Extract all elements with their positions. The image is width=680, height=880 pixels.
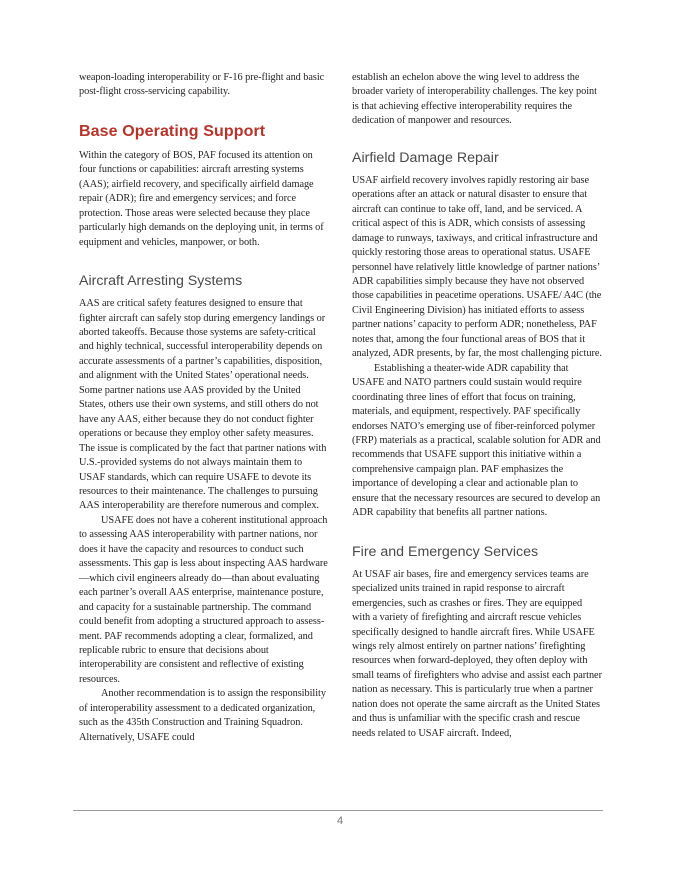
aircraft-arresting-systems-heading: Aircraft Arresting Systems — [79, 273, 243, 290]
page-number: 4 — [336, 815, 344, 827]
footer-divider — [73, 810, 603, 811]
aas-paragraph-2: USAFE does not have a coherent institutional approach to assessing AAS interoperability with partner nations, nor does it have the capacity and resources to conduct such assessments. This gap is less about inspecting AAS hardware—which civil engineers already do—than about evaluating each partner’s overall AAS enterprise, maintenance posture, and capacity for a sustainable partnership. The command could benefit from adopting a structured approach to assessment. PAF recommends adopting a clear, formalized, and replicable rubric to ensure that decisions about interoperability are consistent and reflective of existing resources. — [79, 514, 328, 685]
right-intro-paragraph: establish an echelon above the wing level to address the broader variety of interoperability challenges. The key point is that achieving effective interoperability requires the dedication of manpower and resources. — [352, 72, 597, 127]
adr-paragraph-2: Establishing a theater-wide ADR capability that USAFE and NATO partners could sustain would require coordinating three lines of effort that focus on training, materials, and equipment, respectively. PAF specifically endorses NATO’s emerging use of fiber-reinforced polymer (FRP) materials as a practical, scalable solution for ADR and recommends that USAFE support this initiative within a comprehensive campaign plan. PAF emphasizes the importance of developing a clear and actionable plan to ensure that the necessary resources are secured to develop an ADR capability that benefits all partner nations. — [352, 362, 601, 519]
base-operating-support-heading: Base Operating Support — [79, 122, 266, 140]
bos-paragraph: Within the category of BOS, PAF focused its attention on four functions or capabilities: aircraft arresting systems (AAS); airfield recovery, and specifically airfield damage repair (ADR); fire and emergency services; and force protection. Those areas were selected because they place particularly high demands on the deploying unit, in terms of equipment and vehicles, manpower, or both. — [79, 149, 324, 248]
right-column — [352, 71, 602, 741]
fes-paragraph: At USAF air bases, fire and emergency services teams are specialized units trained in rapid response to aircraft emergencies, such as crashes or fires. They are equipped with a variety of firefighting and aircraft rescue vehicles specifically designed to handle aircraft fires. While USAFE wings rely almost entirely on partner nations’ firefighting resources when forward-deployed, they often deploy with small teams of firefighters who advise and assist each partner nation as necessary. This is particularly true when a partner nation does not operate the same aircraft as the United States and thus is unfamiliar with the specific crash and rescue needs related to USAF aircraft. Indeed, — [352, 568, 602, 739]
aas-paragraph-1: AAS are critical safety features designed to ensure that fighter aircraft can safely stop during emergency landings or aborted takeoffs. Because those systems are safety-critical and highly technical, successful interoperability depends on accurate assessments of a partner’s capabilities, disposition, and alignment with the United States’ operational needs. Some partner nations use AAS provided by the United States, others use their own systems, and still others do not have any AAS, either because they do not conduct fighter operations or because they employ other safety measures. The issue is complicated by the fact that partner nations with U.S.-provided systems do not always maintain them to USAF standards, which can require USAFE to devote its resources to their maintenance. The challenges to pursuing AAS interoperability are therefore numerous and complex. — [79, 298, 327, 512]
left-column — [79, 71, 329, 745]
left-intro-paragraph: weapon-loading interoperability or F-16 pre-flight and basic post-flight cross-servicing capability. — [79, 72, 325, 98]
adr-paragraph-1: USAF airfield recovery involves rapidly restoring air base operations after an attack or natural disaster to ensure that aircraft can continue to take off, land, and be serviced. A critical aspect of this is ADR, which consists of assessing damage to runways, taxiways, and critical infrastructure and quickly restoring those areas to operational status. USAFE personnel have relatively little knowledge of partner nations’ ADR capabilities simply because they have not observed those capabilities in peacetime operations. USAFE/ A4C (the Civil Engineering Division) has initiated efforts to assess partner nations’ capacity to perform ADR; nonetheless, PAF notes that, among the four functional areas of BOS that it analyzed, ADR presents, by far, the most challenging picture. — [352, 174, 602, 360]
aas-paragraph-3: Another recommendation is to assign the responsibility of interoperability assessment to a dedicated organization, such as the 435th Construction and Training Squadron. Alternatively, USAFE could — [79, 688, 326, 743]
airfield-damage-repair-heading: Airfield Damage Repair — [352, 149, 499, 166]
fire-emergency-services-heading: Fire and Emergency Services — [352, 543, 539, 560]
